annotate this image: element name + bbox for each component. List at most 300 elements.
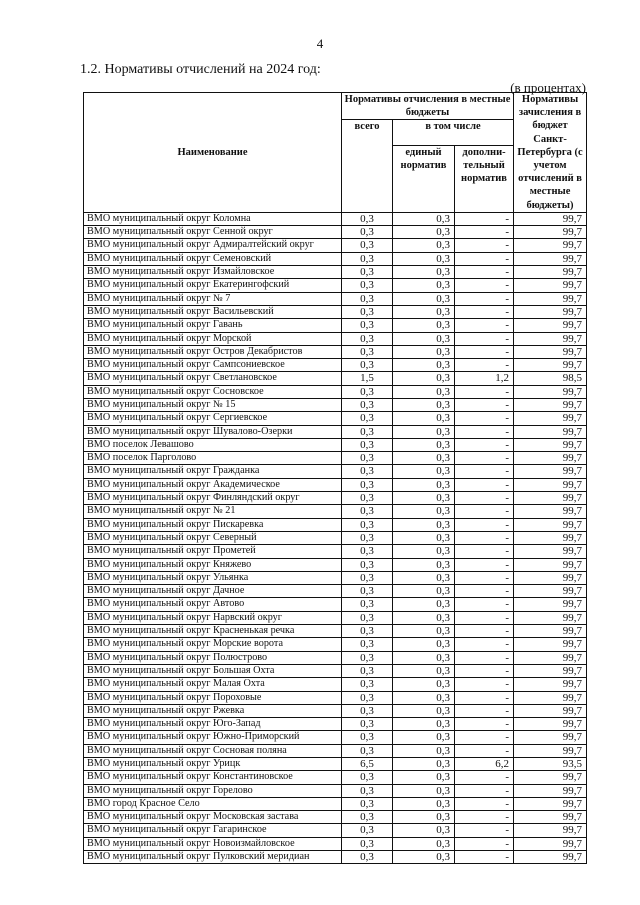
table-row [84, 585, 587, 598]
single-norm-value: 0,3 [393, 678, 455, 691]
single-norm-value: 0,3 [393, 305, 455, 318]
spb-budget-value: 99,7 [514, 797, 587, 810]
additional-norm-value: - [455, 851, 514, 864]
table-row [84, 292, 587, 305]
header-spb-budget: Нормативы зачисления в бюджет Санкт-Петербурга (с учетом отчислений в местные бюджеты) [514, 93, 587, 213]
spb-budget-value: 99,7 [514, 452, 587, 465]
additional-norm-value: - [455, 305, 514, 318]
spb-budget-value: 99,7 [514, 518, 587, 531]
spb-budget-value: 99,7 [514, 305, 587, 318]
municipality-name: ВМО муниципальный округ № 15 [84, 398, 342, 411]
table-row [84, 571, 587, 584]
header-local-budgets: Нормативы отчисления в местные бюджеты [342, 93, 514, 120]
table-row [84, 279, 587, 292]
total-value: 0,3 [342, 571, 393, 584]
additional-norm-value: - [455, 279, 514, 292]
total-value: 0,3 [342, 505, 393, 518]
single-norm-value: 0,3 [393, 372, 455, 385]
single-norm-value: 0,3 [393, 279, 455, 292]
table-row [84, 252, 587, 265]
total-value: 0,3 [342, 811, 393, 824]
spb-budget-value: 99,7 [514, 478, 587, 491]
spb-budget-value: 99,7 [514, 385, 587, 398]
municipality-name: ВМО муниципальный округ Сергиевское [84, 412, 342, 425]
spb-budget-value: 99,7 [514, 744, 587, 757]
spb-budget-value: 99,7 [514, 771, 587, 784]
spb-budget-value: 99,7 [514, 664, 587, 677]
total-value: 0,3 [342, 425, 393, 438]
section-title: 1.2. Нормативы отчислений на 2024 год: [80, 62, 321, 77]
spb-budget-value: 99,7 [514, 611, 587, 624]
municipality-name: ВМО муниципальный округ № 21 [84, 505, 342, 518]
single-norm-value: 0,3 [393, 851, 455, 864]
municipality-name: ВМО муниципальный округ Ржевка [84, 704, 342, 717]
table-row [84, 305, 587, 318]
spb-budget-value: 99,7 [514, 651, 587, 664]
total-value: 0,3 [342, 611, 393, 624]
municipality-name: ВМО муниципальный округ Константиновское [84, 771, 342, 784]
single-norm-value: 0,3 [393, 425, 455, 438]
single-norm-value: 0,3 [393, 359, 455, 372]
total-value: 0,3 [342, 332, 393, 345]
additional-norm-value: - [455, 558, 514, 571]
total-value: 0,3 [342, 359, 393, 372]
spb-budget-value: 99,7 [514, 558, 587, 571]
total-value: 0,3 [342, 851, 393, 864]
single-norm-value: 0,3 [393, 332, 455, 345]
total-value: 0,3 [342, 212, 393, 225]
table-row [84, 784, 587, 797]
single-norm-value: 0,3 [393, 718, 455, 731]
total-value: 0,3 [342, 718, 393, 731]
total-value: 0,3 [342, 345, 393, 358]
total-value: 0,3 [342, 598, 393, 611]
total-value: 0,3 [342, 638, 393, 651]
municipality-name: ВМО муниципальный округ Южно-Приморский [84, 731, 342, 744]
additional-norm-value: - [455, 545, 514, 558]
municipality-name: ВМО муниципальный округ Пулковский меридиан [84, 851, 342, 864]
municipality-name: ВМО муниципальный округ Ульянка [84, 571, 342, 584]
spb-budget-value: 99,7 [514, 531, 587, 544]
municipality-name: ВМО муниципальный округ Морские ворота [84, 638, 342, 651]
table-row [84, 664, 587, 677]
spb-budget-value: 93,5 [514, 758, 587, 771]
total-value: 0,3 [342, 252, 393, 265]
total-value: 0,3 [342, 731, 393, 744]
table-row [84, 412, 587, 425]
municipality-name: ВМО муниципальный округ Светлановское [84, 372, 342, 385]
spb-budget-value: 99,7 [514, 571, 587, 584]
table-row [84, 678, 587, 691]
spb-budget-value: 99,7 [514, 438, 587, 451]
total-value: 0,3 [342, 398, 393, 411]
single-norm-value: 0,3 [393, 518, 455, 531]
municipality-name: ВМО муниципальный округ Шувалово-Озерки [84, 425, 342, 438]
table-row [84, 518, 587, 531]
single-norm-value: 0,3 [393, 664, 455, 677]
total-value: 0,3 [342, 651, 393, 664]
table-row [84, 758, 587, 771]
total-value: 0,3 [342, 319, 393, 332]
municipality-name: ВМО поселок Парголово [84, 452, 342, 465]
single-norm-value: 0,3 [393, 545, 455, 558]
total-value: 0,3 [342, 478, 393, 491]
total-value: 0,3 [342, 585, 393, 598]
table-row [84, 638, 587, 651]
municipality-name: ВМО муниципальный округ Сосновая поляна [84, 744, 342, 757]
single-norm-value: 0,3 [393, 797, 455, 810]
additional-norm-value: - [455, 797, 514, 810]
additional-norm-value: - [455, 571, 514, 584]
total-value: 0,3 [342, 385, 393, 398]
municipality-name: ВМО муниципальный округ Северный [84, 531, 342, 544]
municipality-name: ВМО муниципальный округ Морской [84, 332, 342, 345]
municipality-name: ВМО муниципальный округ № 7 [84, 292, 342, 305]
total-value: 0,3 [342, 531, 393, 544]
additional-norm-value: - [455, 412, 514, 425]
table-row [84, 226, 587, 239]
additional-norm-value: - [455, 266, 514, 279]
total-value: 0,3 [342, 412, 393, 425]
page-number: 4 [316, 36, 324, 51]
single-norm-value: 0,3 [393, 758, 455, 771]
total-value: 0,3 [342, 279, 393, 292]
single-norm-value: 0,3 [393, 598, 455, 611]
total-value: 0,3 [342, 518, 393, 531]
municipality-name: ВМО муниципальный округ Княжево [84, 558, 342, 571]
table-row [84, 558, 587, 571]
additional-norm-value: - [455, 226, 514, 239]
additional-norm-value: - [455, 718, 514, 731]
total-value: 0,3 [342, 452, 393, 465]
spb-budget-value: 99,7 [514, 824, 587, 837]
additional-norm-value: - [455, 638, 514, 651]
spb-budget-value: 99,7 [514, 638, 587, 651]
spb-budget-value: 99,7 [514, 704, 587, 717]
additional-norm-value: - [455, 811, 514, 824]
municipality-name: ВМО муниципальный округ Юго-Запад [84, 718, 342, 731]
total-value: 0,3 [342, 492, 393, 505]
total-value: 0,3 [342, 837, 393, 850]
single-norm-value: 0,3 [393, 571, 455, 584]
table-row [84, 837, 587, 850]
table-row [84, 611, 587, 624]
table-row [84, 345, 587, 358]
total-value: 0,3 [342, 305, 393, 318]
spb-budget-value: 99,7 [514, 212, 587, 225]
municipality-name: ВМО муниципальный округ Красненькая речка [84, 625, 342, 638]
table-row [84, 731, 587, 744]
municipality-name: ВМО муниципальный округ Малая Охта [84, 678, 342, 691]
single-norm-value: 0,3 [393, 531, 455, 544]
spb-budget-value: 99,7 [514, 505, 587, 518]
municipality-name: ВМО муниципальный округ Полюстрово [84, 651, 342, 664]
municipality-name: ВМО муниципальный округ Академическое [84, 478, 342, 491]
additional-norm-value: - [455, 345, 514, 358]
additional-norm-value: - [455, 611, 514, 624]
single-norm-value: 0,3 [393, 385, 455, 398]
spb-budget-value: 99,7 [514, 731, 587, 744]
total-value: 0,3 [342, 438, 393, 451]
deductions-table [83, 92, 587, 864]
total-value: 0,3 [342, 465, 393, 478]
total-value: 0,3 [342, 678, 393, 691]
single-norm-value: 0,3 [393, 585, 455, 598]
single-norm-value: 0,3 [393, 625, 455, 638]
total-value: 0,3 [342, 625, 393, 638]
single-norm-value: 0,3 [393, 704, 455, 717]
spb-budget-value: 99,7 [514, 239, 587, 252]
additional-norm-value: - [455, 425, 514, 438]
spb-budget-value: 99,7 [514, 784, 587, 797]
table-row [84, 438, 587, 451]
single-norm-value: 0,3 [393, 266, 455, 279]
header-name: Наименование [84, 93, 342, 213]
total-value: 0,3 [342, 771, 393, 784]
table-row [84, 372, 587, 385]
table-row [84, 239, 587, 252]
single-norm-value: 0,3 [393, 811, 455, 824]
spb-budget-value: 99,7 [514, 292, 587, 305]
spb-budget-value: 99,7 [514, 545, 587, 558]
additional-norm-value: - [455, 651, 514, 664]
municipality-name: ВМО муниципальный округ Нарвский округ [84, 611, 342, 624]
single-norm-value: 0,3 [393, 784, 455, 797]
table-body [84, 212, 587, 864]
additional-norm-value: - [455, 678, 514, 691]
additional-norm-value: 6,2 [455, 758, 514, 771]
table-row [84, 744, 587, 757]
header-additional-norm: дополни-тельный норматив [455, 145, 514, 212]
total-value: 0,3 [342, 545, 393, 558]
additional-norm-value: - [455, 731, 514, 744]
additional-norm-value: - [455, 252, 514, 265]
additional-norm-value: - [455, 332, 514, 345]
municipality-name: ВМО муниципальный округ Остров Декабристов [84, 345, 342, 358]
total-value: 0,3 [342, 239, 393, 252]
table-row [84, 212, 587, 225]
table-row [84, 452, 587, 465]
total-value: 0,3 [342, 691, 393, 704]
municipality-name: ВМО муниципальный округ Измайловское [84, 266, 342, 279]
total-value: 1,5 [342, 372, 393, 385]
municipality-name: ВМО муниципальный округ Сенной округ [84, 226, 342, 239]
spb-budget-value: 99,7 [514, 412, 587, 425]
spb-budget-value: 99,7 [514, 226, 587, 239]
additional-norm-value: - [455, 452, 514, 465]
single-norm-value: 0,3 [393, 731, 455, 744]
additional-norm-value: - [455, 664, 514, 677]
spb-budget-value: 99,7 [514, 345, 587, 358]
municipality-name: ВМО муниципальный округ Автово [84, 598, 342, 611]
municipality-name: ВМО муниципальный округ Пороховые [84, 691, 342, 704]
single-norm-value: 0,3 [393, 412, 455, 425]
single-norm-value: 0,3 [393, 744, 455, 757]
table-row [84, 266, 587, 279]
single-norm-value: 0,3 [393, 438, 455, 451]
additional-norm-value: - [455, 837, 514, 850]
single-norm-value: 0,3 [393, 345, 455, 358]
additional-norm-value: - [455, 691, 514, 704]
table-row [84, 531, 587, 544]
table-row [84, 505, 587, 518]
total-value: 0,3 [342, 824, 393, 837]
total-value: 0,3 [342, 704, 393, 717]
spb-budget-value: 99,7 [514, 359, 587, 372]
municipality-name: ВМО муниципальный округ Гагаринское [84, 824, 342, 837]
spb-budget-value: 99,7 [514, 492, 587, 505]
spb-budget-value: 99,7 [514, 332, 587, 345]
municipality-name: ВМО муниципальный округ Финляндский округ [84, 492, 342, 505]
additional-norm-value: - [455, 385, 514, 398]
additional-norm-value: - [455, 359, 514, 372]
spb-budget-value: 99,7 [514, 837, 587, 850]
single-norm-value: 0,3 [393, 638, 455, 651]
table-row [84, 704, 587, 717]
additional-norm-value: - [455, 319, 514, 332]
header-total: всего [342, 120, 393, 212]
spb-budget-value: 99,7 [514, 718, 587, 731]
spb-budget-value: 99,7 [514, 811, 587, 824]
header-single-norm: единый норматив [393, 145, 455, 212]
table-row [84, 465, 587, 478]
spb-budget-value: 99,7 [514, 319, 587, 332]
municipality-name: ВМО муниципальный округ Большая Охта [84, 664, 342, 677]
single-norm-value: 0,3 [393, 252, 455, 265]
table-row [84, 492, 587, 505]
additional-norm-value: - [455, 531, 514, 544]
single-norm-value: 0,3 [393, 492, 455, 505]
additional-norm-value: - [455, 518, 514, 531]
single-norm-value: 0,3 [393, 319, 455, 332]
spb-budget-value: 99,7 [514, 598, 587, 611]
municipality-name: ВМО муниципальный округ Пискаревка [84, 518, 342, 531]
total-value: 0,3 [342, 292, 393, 305]
single-norm-value: 0,3 [393, 212, 455, 225]
spb-budget-value: 99,7 [514, 678, 587, 691]
units-label: (в процентах) [510, 80, 586, 95]
table-row [84, 425, 587, 438]
municipality-name: ВМО муниципальный округ Урицк [84, 758, 342, 771]
municipality-name: ВМО муниципальный округ Екатерингофский [84, 279, 342, 292]
single-norm-value: 0,3 [393, 837, 455, 850]
additional-norm-value: - [455, 598, 514, 611]
additional-norm-value: - [455, 398, 514, 411]
table-row [84, 797, 587, 810]
additional-norm-value: - [455, 465, 514, 478]
additional-norm-value: - [455, 744, 514, 757]
single-norm-value: 0,3 [393, 239, 455, 252]
additional-norm-value: - [455, 771, 514, 784]
municipality-name: ВМО муниципальный округ Горелово [84, 784, 342, 797]
single-norm-value: 0,3 [393, 824, 455, 837]
municipality-name: ВМО муниципальный округ Коломна [84, 212, 342, 225]
municipality-name: ВМО муниципальный округ Новоизмайловское [84, 837, 342, 850]
spb-budget-value: 99,7 [514, 625, 587, 638]
single-norm-value: 0,3 [393, 465, 455, 478]
table-row [84, 398, 587, 411]
municipality-name: ВМО муниципальный округ Прометей [84, 545, 342, 558]
table-row [84, 625, 587, 638]
total-value: 0,3 [342, 797, 393, 810]
spb-budget-value: 99,7 [514, 398, 587, 411]
additional-norm-value: - [455, 438, 514, 451]
total-value: 0,3 [342, 558, 393, 571]
municipality-name: ВМО муниципальный округ Семеновский [84, 252, 342, 265]
municipality-name: ВМО муниципальный округ Васильевский [84, 305, 342, 318]
additional-norm-value: - [455, 505, 514, 518]
spb-budget-value: 99,7 [514, 266, 587, 279]
total-value: 0,3 [342, 744, 393, 757]
table-row [84, 478, 587, 491]
municipality-name: ВМО муниципальный округ Гражданка [84, 465, 342, 478]
spb-budget-value: 99,7 [514, 465, 587, 478]
municipality-name: ВМО муниципальный округ Дачное [84, 585, 342, 598]
spb-budget-value: 99,7 [514, 425, 587, 438]
additional-norm-value: - [455, 585, 514, 598]
municipality-name: ВМО муниципальный округ Московская застава [84, 811, 342, 824]
additional-norm-value: - [455, 212, 514, 225]
additional-norm-value: - [455, 492, 514, 505]
single-norm-value: 0,3 [393, 505, 455, 518]
spb-budget-value: 99,7 [514, 279, 587, 292]
table-row [84, 824, 587, 837]
single-norm-value: 0,3 [393, 452, 455, 465]
municipality-name: ВМО муниципальный округ Сампсониевское [84, 359, 342, 372]
municipality-name: ВМО муниципальный округ Адмиралтейский округ [84, 239, 342, 252]
table-row [84, 319, 587, 332]
spb-budget-value: 99,7 [514, 851, 587, 864]
table-row [84, 332, 587, 345]
table-row [84, 545, 587, 558]
total-value: 0,3 [342, 266, 393, 279]
additional-norm-value: 1,2 [455, 372, 514, 385]
single-norm-value: 0,3 [393, 611, 455, 624]
table-row [84, 851, 587, 864]
single-norm-value: 0,3 [393, 292, 455, 305]
additional-norm-value: - [455, 478, 514, 491]
additional-norm-value: - [455, 784, 514, 797]
additional-norm-value: - [455, 625, 514, 638]
table-row [84, 718, 587, 731]
municipality-name: ВМО муниципальный округ Гавань [84, 319, 342, 332]
additional-norm-value: - [455, 704, 514, 717]
table-row [84, 598, 587, 611]
municipality-name: ВМО город Красное Село [84, 797, 342, 810]
single-norm-value: 0,3 [393, 398, 455, 411]
table-row [84, 385, 587, 398]
single-norm-value: 0,3 [393, 226, 455, 239]
additional-norm-value: - [455, 239, 514, 252]
spb-budget-value: 99,7 [514, 585, 587, 598]
single-norm-value: 0,3 [393, 478, 455, 491]
municipality-name: ВМО муниципальный округ Сосновское [84, 385, 342, 398]
table-row [84, 691, 587, 704]
municipality-name: ВМО поселок Левашово [84, 438, 342, 451]
spb-budget-value: 98,5 [514, 372, 587, 385]
table-row [84, 651, 587, 664]
total-value: 0,3 [342, 784, 393, 797]
table-row [84, 359, 587, 372]
single-norm-value: 0,3 [393, 558, 455, 571]
spb-budget-value: 99,7 [514, 691, 587, 704]
table-row [84, 811, 587, 824]
single-norm-value: 0,3 [393, 691, 455, 704]
single-norm-value: 0,3 [393, 771, 455, 784]
additional-norm-value: - [455, 824, 514, 837]
total-value: 0,3 [342, 226, 393, 239]
table-row [84, 771, 587, 784]
